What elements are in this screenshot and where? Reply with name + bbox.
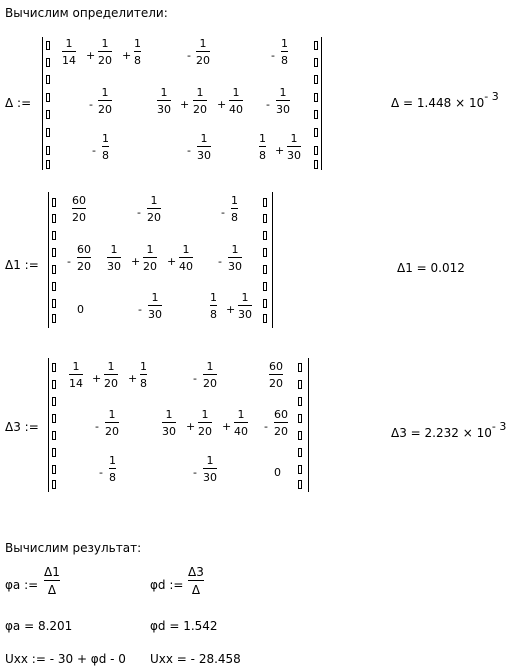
zero-value: 0: [77, 303, 84, 316]
fraction: 1 8: [231, 194, 238, 224]
placeholder-box: [52, 397, 56, 406]
placeholder-box: [314, 146, 318, 155]
placeholder-box: [298, 380, 302, 389]
placeholder-box: [46, 41, 50, 50]
fraction: 1 20: [143, 243, 157, 273]
placeholder-box: [52, 380, 56, 389]
placeholder-box: [46, 58, 50, 67]
fraction: 1 8: [140, 360, 147, 390]
minus-sign: -: [193, 466, 197, 479]
placeholder-box: [263, 314, 267, 323]
fraction: 1 20: [98, 37, 112, 67]
delta-result: Δ = 1.448 × 10- 3: [391, 90, 499, 110]
minus-sign: -: [271, 49, 275, 62]
placeholder-box: [52, 231, 56, 240]
placeholder-box: [52, 299, 56, 308]
placeholder-box: [263, 198, 267, 207]
placeholder-box: [52, 363, 56, 372]
placeholder-box: [46, 75, 50, 84]
fraction: 1 20: [203, 360, 217, 390]
heading-determinants: Вычислим определители:: [5, 6, 168, 20]
minus-sign: -: [266, 98, 270, 111]
placeholder-box: [314, 110, 318, 119]
minus-sign: -: [187, 49, 191, 62]
minus-sign: -: [193, 372, 197, 385]
placeholder-box: [263, 214, 267, 223]
plus-sign: +: [86, 49, 96, 62]
minus-sign: -: [137, 206, 141, 219]
placeholder-box: [52, 198, 56, 207]
fraction: 1 20: [104, 360, 118, 390]
fraction: 60 20: [274, 408, 288, 438]
left-bar: [42, 37, 43, 170]
placeholder-box: [314, 128, 318, 137]
placeholder-box: [298, 431, 302, 440]
placeholder-box: [52, 248, 56, 257]
right-bar: [321, 37, 322, 170]
left-bar: [48, 358, 49, 492]
plus-sign: +: [217, 98, 227, 111]
fraction: 1 20: [198, 408, 212, 438]
left-bar: [48, 192, 49, 328]
phi-a-lhs: φa :=: [5, 578, 39, 592]
right-bar: [272, 192, 273, 328]
fraction: Δ3 Δ: [188, 565, 204, 597]
placeholder-box: [52, 465, 56, 474]
fraction: 60 20: [269, 360, 283, 390]
minus-sign: -: [89, 98, 93, 111]
placeholder-box: [314, 75, 318, 84]
fraction: 1 30: [276, 86, 290, 116]
fraction: 1 8: [109, 454, 116, 484]
placeholder-box: [52, 214, 56, 223]
placeholder-box: [314, 93, 318, 102]
placeholder-box: [52, 282, 56, 291]
phi-d-result: φd = 1.542: [150, 619, 218, 633]
fraction: 60 20: [77, 243, 91, 273]
fraction: 1 30: [162, 408, 176, 438]
placeholder-box: [314, 58, 318, 67]
minus-sign: -: [99, 466, 103, 479]
fraction: 1 30: [197, 132, 211, 162]
fraction: 1 20: [196, 37, 210, 67]
fraction: 1 8: [210, 291, 217, 321]
minus-sign: -: [92, 144, 96, 157]
fraction: 1 14: [69, 360, 83, 390]
zero-value: 0: [274, 466, 281, 479]
placeholder-box: [46, 110, 50, 119]
placeholder-box: [263, 299, 267, 308]
plus-sign: +: [92, 372, 102, 385]
fraction: 1 20: [105, 408, 119, 438]
placeholder-box: [298, 363, 302, 372]
uxx-definition: Uxx := - 30 + φd - 0: [5, 652, 126, 666]
minus-sign: -: [67, 255, 71, 268]
fraction: 60 20: [72, 194, 86, 224]
placeholder-box: [314, 41, 318, 50]
minus-sign: -: [95, 420, 99, 433]
right-bar: [308, 358, 309, 492]
placeholder-box: [263, 282, 267, 291]
delta1-result: Δ1 = 0.012: [397, 261, 465, 275]
fraction: 1 8: [134, 37, 141, 67]
placeholder-box: [52, 431, 56, 440]
fraction: 1 40: [229, 86, 243, 116]
placeholder-box: [263, 248, 267, 257]
plus-sign: +: [275, 144, 285, 157]
fraction: 1 30: [203, 454, 217, 484]
fraction: 1 30: [238, 291, 252, 321]
fraction: 1 20: [193, 86, 207, 116]
placeholder-box: [263, 265, 267, 274]
heading-results: Вычислим результат:: [5, 541, 142, 555]
plus-sign: +: [180, 98, 190, 111]
delta1-label: Δ1 :=: [5, 258, 39, 272]
fraction: 1 30: [107, 243, 121, 273]
fraction: 1 30: [148, 291, 162, 321]
placeholder-box: [298, 397, 302, 406]
minus-sign: -: [264, 420, 268, 433]
placeholder-box: [52, 414, 56, 423]
fraction: 1 30: [157, 86, 171, 116]
phi-d-lhs: φd :=: [150, 578, 184, 592]
delta3-result: Δ3 = 2.232 × 10- 3: [391, 420, 507, 440]
fraction: 1 14: [62, 37, 76, 67]
placeholder-box: [52, 265, 56, 274]
placeholder-box: [298, 480, 302, 489]
fraction: 1 20: [98, 86, 112, 116]
placeholder-box: [52, 480, 56, 489]
fraction: 1 40: [179, 243, 193, 273]
plus-sign: +: [226, 303, 236, 316]
fraction: 1 30: [228, 243, 242, 273]
fraction: 1 8: [102, 132, 109, 162]
placeholder-box: [46, 128, 50, 137]
placeholder-box: [298, 448, 302, 457]
plus-sign: +: [222, 420, 232, 433]
plus-sign: +: [186, 420, 196, 433]
delta3-label: Δ3 :=: [5, 420, 39, 434]
delta-label: Δ :=: [5, 96, 32, 110]
minus-sign: -: [138, 303, 142, 316]
placeholder-box: [46, 93, 50, 102]
placeholder-box: [298, 414, 302, 423]
plus-sign: +: [122, 49, 132, 62]
placeholder-box: [52, 448, 56, 457]
placeholder-box: [263, 231, 267, 240]
placeholder-box: [46, 160, 50, 169]
plus-sign: +: [128, 372, 138, 385]
placeholder-box: [314, 160, 318, 169]
placeholder-box: [46, 146, 50, 155]
placeholder-box: [298, 465, 302, 474]
plus-sign: +: [131, 255, 141, 268]
minus-sign: -: [187, 144, 191, 157]
phi-a-result: φa = 8.201: [5, 619, 73, 633]
fraction: 1 8: [259, 132, 266, 162]
fraction: 1 8: [281, 37, 288, 67]
fraction: Δ1 Δ: [44, 565, 60, 597]
plus-sign: +: [167, 255, 177, 268]
uxx-result: Uxx = - 28.458: [150, 652, 241, 666]
placeholder-box: [52, 314, 56, 323]
fraction: 1 40: [234, 408, 248, 438]
minus-sign: -: [221, 206, 225, 219]
fraction: 1 30: [287, 132, 301, 162]
fraction: 1 20: [147, 194, 161, 224]
minus-sign: -: [218, 255, 222, 268]
